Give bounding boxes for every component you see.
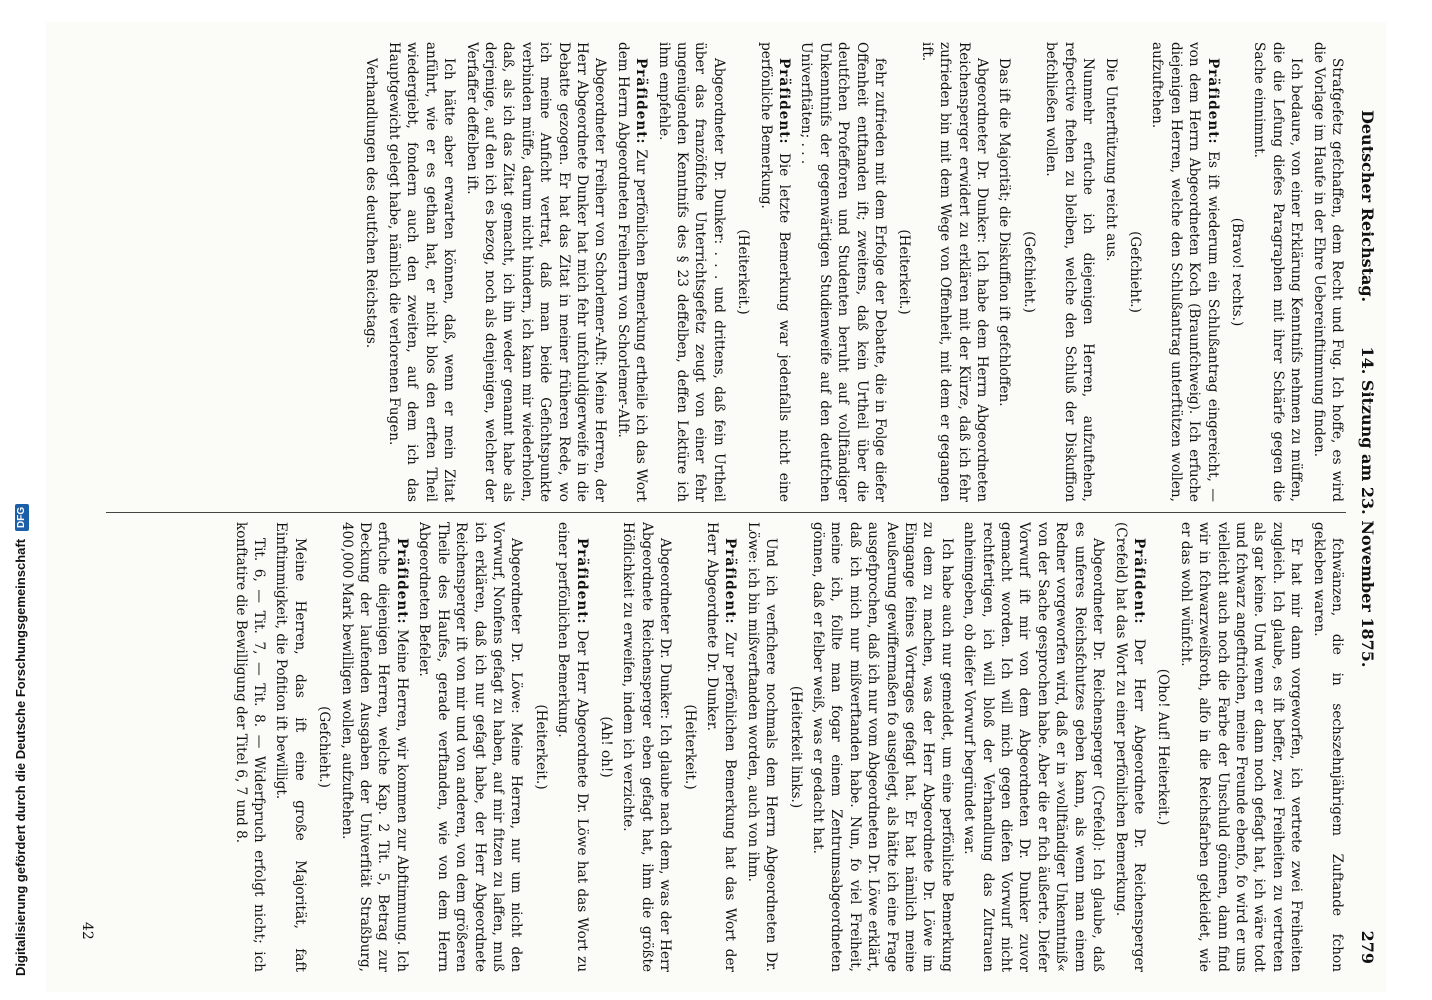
speaker-label: Präfident: — [722, 538, 739, 625]
funding-strip — [0, 0, 42, 1000]
scanned-page — [46, 22, 1386, 992]
paragraph-text: Ich habe auch nur gemeldet, um eine perfönliche Bemerkung zu dem zu machen, was der Herr Abgeordnete Dr. Löwe im Eingange feines Vortrages gefagt hat. Er hat nämlich meine Aeußerung gewiffermaßen fo ausgelegt, als hätte ich eine Frage ausgefprochen, daß ich nur vom Abgeordneten Dr. Löwe erklärt, daß ich mich nur mißverftanden habe. Nun, fo viel Freiheit, meine ich, follte man fogar einem Zentrumsabgeordneten gönnen, daß er felber weiß, was er gedacht hat. — [810, 522, 955, 972]
page-header — [1352, 40, 1378, 974]
paragraph — [619, 522, 674, 972]
funding-note — [0, 0, 42, 1000]
dfg-logo: DFG — [15, 504, 29, 531]
paragraph — [1111, 522, 1148, 972]
paragraph — [743, 522, 780, 972]
paragraph — [272, 522, 309, 972]
speaker-label: Präfident: — [573, 538, 590, 625]
paragraph — [1309, 42, 1346, 502]
interjection: (Oho! Auf! Heiterkeit.) — [1155, 668, 1172, 826]
paragraph-text: Meine Herren, das ift eine große Majorität, faft Einftimmigkeit, die Pofition ift bewilligt. — [273, 522, 308, 972]
paragraph — [231, 522, 268, 972]
paragraph — [1101, 42, 1119, 502]
paragraph-text: Ich hätte aber erwarten können, daß, wenn er mein Zitat anführt, wie er es gethan hat, er nicht blos den erften Theil wiedergiebt, fondern auch den zweiten, auf dem ich das Hauptgewicht gelegt habe, nämlich die verlorenen Fugen. — [385, 42, 458, 502]
paragraph — [917, 42, 991, 502]
paragraph — [415, 522, 525, 972]
paragraph-text: Der Herr Abgeordnete Dr. Löwe hat das Wort zu einer perfönlichen Bemerkung. — [555, 522, 590, 972]
speaker-label: Präfident: — [1130, 538, 1147, 625]
paragraph — [362, 42, 380, 502]
speaker-label: Präfident: — [393, 538, 410, 625]
interjection: (Bravo! rechts.) — [1228, 217, 1245, 327]
paragraph — [797, 42, 889, 502]
paragraph-text: Abgeordneter Dr. Reichensperger (Crefeld): Ich glaube, daß es unferes Reichsfchutzes geben kann, als wenn man einem Redner vorgeworfen wird, daß er in »vollftändiger Unkenntniß« von der Sache gesprochen habe. Aber die er fich äußerte. Diefer Vorwurf ift mir von dem Abgeordneten Dr. Dunker zuvor gemacht worden. Ich will mich gegen diefen Vorwurf nicht rechtfertigen, ich will bloß der Verhandlung das Zutrauen anheimgeben, ob diefer Vorwurf begründet war. — [961, 522, 1107, 972]
paragraph-text: Nunmehr erfuche ich diejenigen Herren, aufzuftehen, refpective ftehen zu bleiben, welche den Schluß der Diskuffion befchließen wollen. — [1043, 42, 1097, 502]
header-left: Deutscher Reichstag. — [1358, 110, 1377, 303]
paragraph — [960, 522, 1107, 972]
paragraph — [613, 42, 650, 502]
paragraph — [1250, 42, 1305, 502]
speaker-label: Präfident: — [1204, 58, 1221, 145]
interjection: (Heiterkeit links.) — [787, 685, 804, 809]
paragraph-text: Ich bedaure, von einer Erklärung Kenntnifs nehmen zu müffen, die die Lefung diefes Paragraphen mit ihrer Schärfe gegen die Sache einnimmt. — [1251, 42, 1305, 502]
paragraph-text: Der Herr Abgeordnete Dr. Reichensperger (Crefeld) hat das Wort zu einer perfönlichen Bemerkung. — [1112, 522, 1147, 972]
header-center: 14. Sitzung am 23. November 1875. — [1358, 346, 1377, 668]
paragraph — [1309, 522, 1346, 972]
paragraph-text: Er hat mir dann vorgeworfen, ich vertrete zwei Freiheiten zugleich. Ich glaube, es ift beffer, zwei Freiheiten zu vertreten als gar keine. Und wenn er dann noch gefagt hat, ich wäre todt und fchwarz angeftrichen, meine Freunde ebenfo, fo wird er uns vielleicht auch noch die Farbe der Unschuld gönnen, dann find wir in fchwarzweißroth, alfo in die Reichsfarben gekleidet, wie er das wohl wünfcht. — [1177, 522, 1305, 972]
paragraph-text: Die letzte Bemerkung war jedenfalls nicht eine perfönliche Bemerkung. — [757, 42, 793, 502]
paragraph — [756, 42, 793, 502]
left-column — [66, 42, 1346, 502]
paragraph-text: Das ift die Majorität; die Diskuffion ift gefchloffen. — [996, 58, 1013, 407]
paragraph-text: fehr zufrieden mit dem Erfolge der Debatte, die in Folge diefer Offenheit entftanden ift; zweitens, daß kein Urtheil über die deutfchen Profefforen und Studenten beruht auf vollftändiger Unkenntnifs der gegenwärtigen Studienweife auf den deutfchen Univerfitäten; . . . — [798, 42, 889, 502]
interjection: (Ah! oh!) — [597, 716, 614, 778]
paragraph-text: fchwänzen, die in sechszehnjährigem Zuftande fchon gekleben waren. — [1310, 522, 1345, 972]
paragraph-text: Zur perfönlichen Bemerkung ertheile ich das Wort dem Herrn Abgeordneten Freiherrn von Schorlemer-Alft. — [614, 42, 650, 502]
paragraph — [995, 42, 1013, 502]
interjection: (Gefchieht.) — [316, 706, 333, 788]
paragraph — [703, 522, 740, 972]
paragraph — [337, 522, 411, 972]
column-divider — [106, 512, 1346, 513]
rotated-page-content — [46, 22, 1386, 992]
interjection: (Heiterkeit.) — [532, 704, 549, 790]
interjection: (Gefchieht.) — [1126, 231, 1143, 313]
interjection: (Heiterkeit.) — [896, 229, 913, 315]
paragraph-text: Abgeordneter Dr. Dunker: Ich habe dem Herrn Abgeordneten Reichensperger erwidert zu erklären mit der Kürze, daß ich fehr zufrieden bin mit dem Wege von Offenheit, mit dem er gegangen ift. — [918, 42, 991, 502]
right-column — [66, 522, 1346, 972]
paragraph-text: Meine Herren, wir kommen zur Abftimmung. Ich erfuche diejenigen Herren, welche Kap. 2 Tit. 5, Betrag zur Deckung der laufenden Ausgaben der Univerfität Straßburg, 400,000 Mark bewilligen wollen, aufzuftehen. — [338, 522, 410, 972]
paragraph — [1148, 42, 1222, 502]
paragraph-text: Und ich verfichere nochmals dem Herrn Abgeordneten Dr. Löwe: ich bin mißverftanden worden, auch von ihm. — [744, 522, 780, 972]
paragraph — [462, 42, 609, 502]
paragraph-text: Tit. 6, — Tit. 7, — Tit. 8. — Widerfpruch erfolgt nicht; ich konftatire die Bewilligung der Titel 6, 7 und 8. — [232, 522, 268, 972]
funding-note-text: Digitalisierung gefördert durch die Deutsche Forschungsgemeinschaft — [13, 538, 28, 976]
paragraph-text: Verhandlungen des deutfchen Reichstags. — [363, 58, 380, 349]
paragraph-text: Abgeordneter Dr. Löwe: Meine Herren, nur um nicht den Vorwurf, Nonfens gefagt zu haben, auf mir fitzen zu laffen, muß ich erklären, daß ich nur gefagt habe, der Herr Abgeordnete Reichensperger ift von mir und von anderen, von dem größeren Theile des Haufes, gerade verftanden, wie von dem Herrn Abgeordneten Befeler. — [416, 522, 525, 972]
paragraph-text: Abgeordneter Freiherr von Schorlemer-Alft: Meine Herren, der Herr Abgeordnete Dunker hat mich fehr unfchuldigerweife in die Debatte gezogen. Er hat das Zitat in meiner früheren Rede, wo ich meine Anficht vertrat, daß man beide Gefichtspunkte verbinden müffe, darum nicht hindern, ich kann mir wiederholen, daß, als ich das Zitat gemacht, ich ihn weder genannt habe als derjenige, auf den ich es bezog, noch als denjenigen, welcher der Verfaffer deffelben ift. — [463, 42, 609, 502]
paragraph — [1176, 522, 1305, 972]
paragraph-text: Strafgefetz gefchaffen, dem Recht und Fug. Ich hoffe, es wird die Vorlage im Haufe in der Ehre Uebereinftimmung finden. — [1310, 42, 1345, 502]
paragraph — [809, 522, 956, 972]
paragraph — [1042, 42, 1097, 502]
paragraph — [654, 42, 728, 502]
bottom-page-number: 42 — [79, 922, 95, 940]
paragraph — [385, 42, 459, 502]
paragraph-text: Zur perfönlichen Bemerkung hat das Wort der Herr Abgeordnete Dr. Dunker. — [704, 522, 739, 972]
speaker-label: Präfident: — [776, 58, 793, 145]
paragraph-text: Es ift wiederum ein Schlußantrag eingereicht, — von dem Herrn Abgeordneten Koch (Braunfchweig). Ich erfuche diejenigen Herren, welche den Schlußantrag unterftützen wollen, aufzuftehen. — [1149, 42, 1221, 502]
interjection: (Heiterkeit.) — [735, 229, 752, 315]
interjection: (Heiterkeit.) — [681, 704, 698, 790]
paragraph-text: Abgeordneter Dr. Dunker: Ich glaube nach dem, was der Herr Abgeordnete Reichensperger eben gefagt hat, ihm die größte Höflichkeit zu erweifen, indem ich verzichte. — [620, 522, 674, 972]
paragraph-text: Die Unterftützung reicht aus. — [1102, 58, 1119, 262]
paragraph — [554, 522, 591, 972]
speaker-label: Präfident: — [633, 58, 650, 145]
header-page-number: 279 — [1358, 930, 1377, 964]
paragraph-text: Abgeordneter Dr. Dunker: . . . und drittens, daß fein Urtheil über das franzöfifche Unterrichtsgefetz zeugt von einer fehr ungenügenden Kenntnifs des § 23 deffelben, deffen Lektüre ich ihm empfehle. — [655, 42, 727, 502]
interjection: (Gefchieht.) — [1020, 231, 1037, 313]
